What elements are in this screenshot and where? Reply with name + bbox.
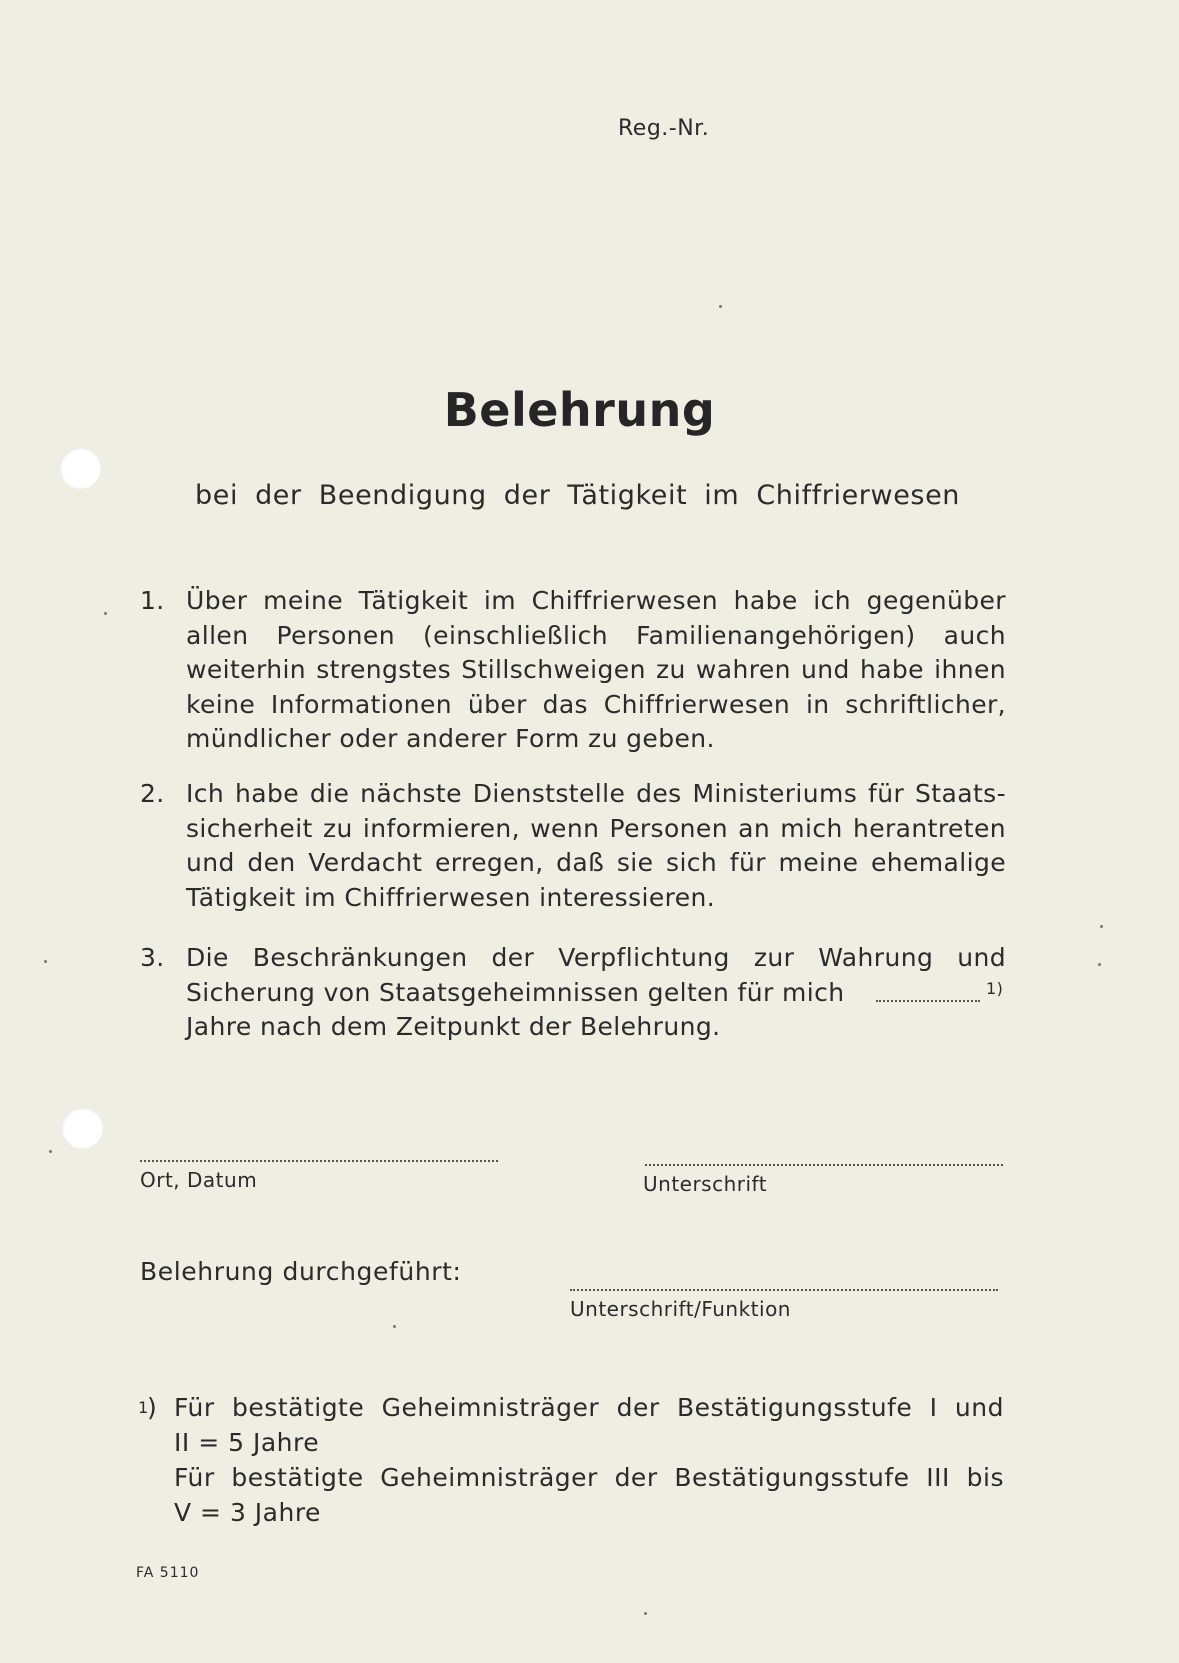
paper-speck [644,1612,647,1615]
text-line: weiterhin strengstes Stillschweigen zu wahren und habe ihnen [186,655,1006,684]
signature-function-line[interactable] [570,1289,998,1291]
signature-function-label: Unterschrift/Funktion [570,1297,791,1321]
years-blank-field[interactable] [876,1000,980,1002]
paper-speck [1098,963,1101,966]
page-title: Belehrung [443,383,716,437]
item-number: 1. [140,586,165,615]
conducted-label: Belehrung durchgeführt: [140,1257,462,1286]
form-number: FA 5110 [136,1565,200,1581]
item-text [186,584,1006,757]
place-date-line[interactable] [140,1160,498,1162]
paper-speck [44,960,47,963]
paper-speck [719,305,722,308]
text-line: mündlicher oder anderer Form zu geben. [186,724,715,753]
footnote-text [174,1390,1004,1530]
item-number: 2. [140,779,165,808]
paper-speck [104,612,107,615]
footnote-marker: 1 [138,1398,149,1417]
place-date-label: Ort, Datum [140,1168,258,1192]
text-line: Die Beschränkungen der Verpflichtung zur Wahrung und [186,943,1006,972]
punch-hole [61,1107,103,1149]
paper-speck [393,1325,396,1328]
text-line: Jahre nach dem Zeitpunkt der Belehrung. [186,1012,721,1041]
signature-line[interactable] [645,1164,1003,1166]
reg-nr-label: Reg.-Nr. [618,116,710,141]
text-line: Sicherung von Staatsgeheimnissen gelten für mich [186,977,845,1007]
text-line: Für bestätigte Geheimnisträger der Bestätigungsstufe I und [174,1393,1004,1422]
punch-hole [59,447,101,489]
text-line: Tätigkeit im Chiffrierwesen interessieren. [186,882,716,912]
text-line: keine Informationen über das Chiffrierwesen in schriftlicher, [186,689,1006,719]
item-text [186,941,1006,1045]
footnote-marker-paren: ) [147,1393,158,1422]
text-line: allen Personen (einschließlich Familienangehörigen) auch [186,620,1006,650]
footnote-reference: 1) [986,978,1004,998]
text-line: Über meine Tätigkeit im Chiffrierwesen habe ich gegenüber [186,586,1006,615]
text-line: Für bestätigte Geheimnisträger der Bestätigungsstufe III bis [174,1463,1004,1492]
paper-speck [1100,925,1103,928]
signature-label: Unterschrift [643,1172,768,1196]
page-subtitle: bei der Beendigung der Tätigkeit im Chiffrierwesen [195,480,960,511]
text-line: und den Verdacht erregen, daß sie sich für meine ehemalige [186,848,1006,877]
text-line-with-blank [186,976,1006,1011]
text-line: Ich habe die nächste Dienststelle des Ministeriums für Staats- [186,779,1006,808]
text-line: V = 3 Jahre [174,1498,321,1527]
paper-speck [49,1150,52,1153]
item-number: 3. [140,943,165,972]
text-line: sicherheit zu informieren, wenn Personen an mich herantreten [186,813,1006,843]
item-text [186,777,1006,915]
text-line: II = 5 Jahre [174,1428,320,1457]
